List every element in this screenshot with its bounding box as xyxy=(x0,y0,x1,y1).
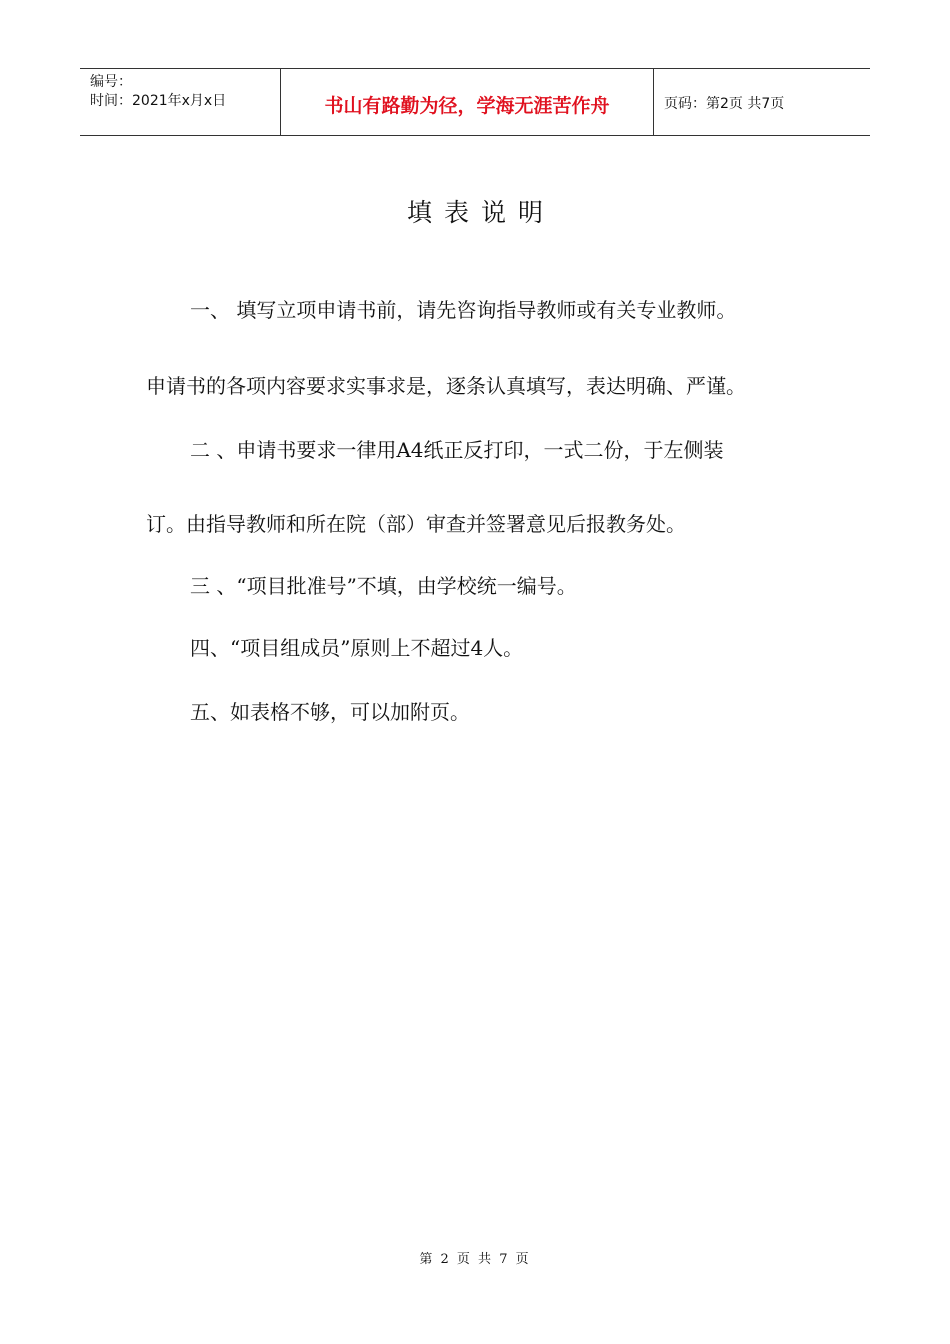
instruction-1-continued: 申请书的各项内容要求实事求是，逐条认真填写，表达明确、严谨。 xyxy=(146,374,746,398)
document-number-label: 编号： xyxy=(90,74,132,90)
instruction-3: 三 、“项目批准号”不填，由学校统一编号。 xyxy=(190,574,577,598)
header-table xyxy=(80,68,870,136)
instruction-4: 四、“项目组成员”原则上不超过4人。 xyxy=(190,636,524,660)
header-info-cell xyxy=(80,69,281,135)
instruction-2: 二 、申请书要求一律用A4纸正反打印，一式二份，于左侧装 xyxy=(190,438,724,462)
header-motto: 书山有路勤为径，学海无涯苦作舟 xyxy=(281,69,654,135)
instruction-2-continued: 订。由指导教师和所在院（部）审查并签署意见后报教务处。 xyxy=(146,512,686,536)
instruction-1: 一、 填写立项申请书前，请先咨询指导教师或有关专业教师。 xyxy=(190,298,737,322)
document-date-label: 时间：2021年x月x日 xyxy=(90,93,227,109)
header-page-indicator: 页码：第2页 共7页 xyxy=(664,96,785,112)
instruction-5: 五、如表格不够，可以加附页。 xyxy=(190,700,470,724)
page-title: 填表说明 xyxy=(406,198,555,227)
page-footer: 第 2 页 共 7 页 xyxy=(419,1252,531,1267)
